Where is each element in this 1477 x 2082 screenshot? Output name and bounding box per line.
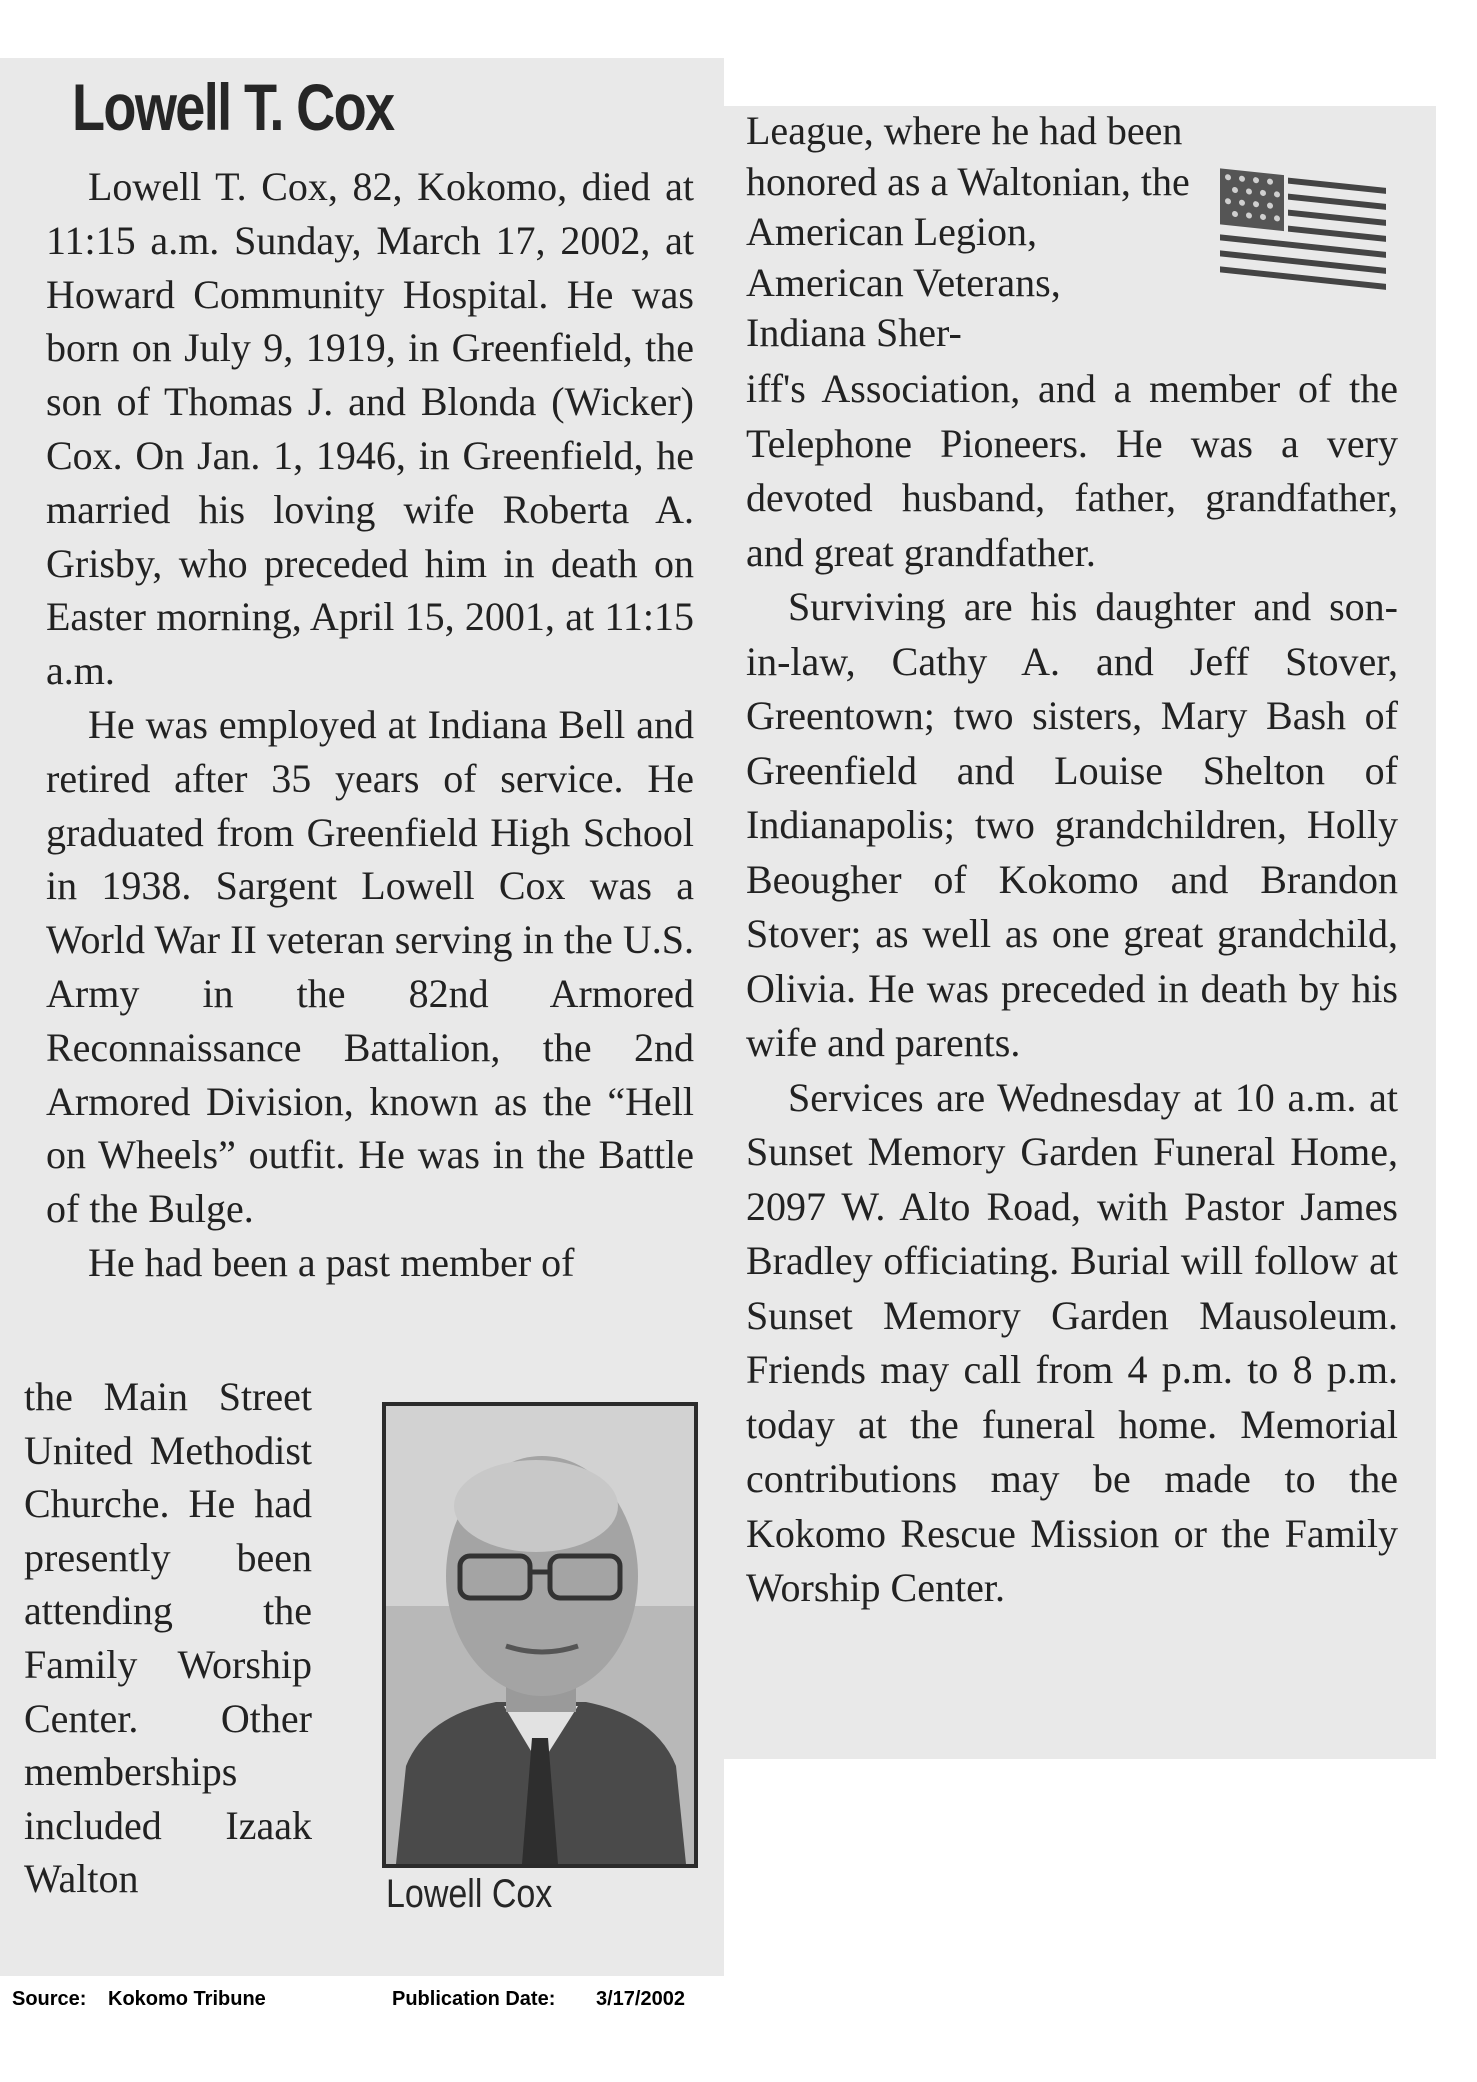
portrait-photo (382, 1402, 698, 1868)
left-column (46, 160, 694, 1290)
right-column-top (746, 106, 1190, 359)
paragraph-memberships-start: He had been a past member of (88, 1239, 575, 1285)
publication-date-value: 3/17/2002 (596, 1988, 685, 2010)
paragraph-death-notice: Lowell T. Cox, 82, Kokomo, died at 11:15 a.m. Sunday, March 17, 2002, at Howard Community Hospital. He was born on July 9, 1919, in Greenfield, the son of Thomas J. and Blonda (Wicker) Cox. On Jan. 1, 1946, in Greenfield, he married his loving wife Roberta A. Grisby, who preceded him in death on Easter morning, April 15, 2001, at 11:15 a.m. (46, 164, 694, 694)
paragraph-memberships-continued: the Main Street United Methodist Churche. He had presently been attending the Family Worship Center. Other memberships included Izaak Walton (24, 1374, 312, 1902)
paragraph-memberships-end: iff's Association, and a member of the Telephone Pioneers. He was a very devoted husband, father, grandfather, and great grandfather. (746, 366, 1398, 575)
paragraph-career: He was employed at Indiana Bell and retired after 35 years of service. He graduated from Greenfield High School in 1938. Sargent Lowell Cox was a World War II veteran serving in the U.S. Army in the 82nd Armored Reconnaissance Battalion, the 2nd Armored Division, known as the “Hell on Wheels” outfit. He was in the Battle of the Bulge. (46, 701, 694, 1232)
paragraph-services: Services are Wednesday at 10 a.m. at Sunset Memory Garden Funeral Home, 2097 W. Alto Road, with Pastor James Bradley officiating. Burial will follow at Sunset Memory Garden Mausoleum. Friends may call from 4 p.m. to 8 p.m. today at the funeral home. Memorial contributions may be made to the Kokomo Rescue Mission or the Family Worship Center. (746, 1074, 1398, 1610)
paragraph-survivors: Surviving are his daughter and son-in-law, Cathy A. and Jeff Stover, Greentown; two sisters, Mary Bash of Greenfield and Louise Shelton of Indianapolis; two grandchildren, Holly Beougher of Kokomo and Brandon Stover; as well as one great grandchild, Olivia. He was preceded in death by his wife and parents. (746, 584, 1398, 1065)
obituary-headline: Lowell T. Cox (72, 70, 394, 144)
american-flag-icon (1216, 166, 1392, 292)
source-value: Kokomo Tribune (108, 1988, 266, 2010)
photo-caption: Lowell Cox (386, 1872, 553, 1916)
paragraph-memberships-right: League, where he had been honored as a Waltonian, the American Legion, American Veterans, Indiana Sher- (746, 108, 1190, 355)
left-column-narrow (24, 1370, 312, 1906)
publication-date-label: Publication Date: (392, 1988, 556, 2010)
right-column (746, 362, 1398, 1616)
source-label: Source: (12, 1988, 87, 2010)
